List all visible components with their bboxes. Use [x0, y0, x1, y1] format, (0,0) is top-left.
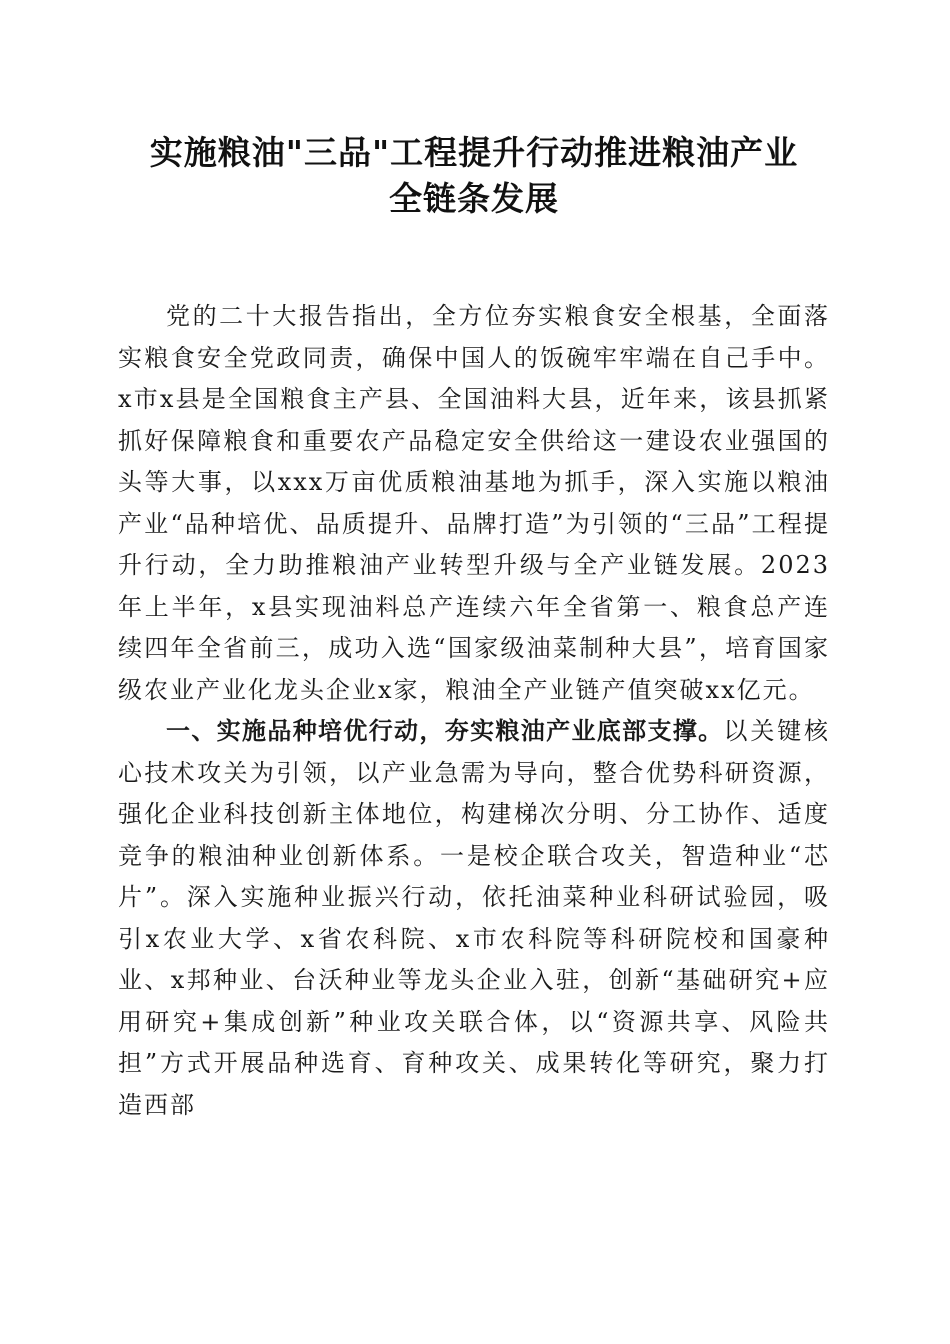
- section-1-text: 以关键核心技术攻关为引领，以产业急需为导向，整合优势科研资源，强化企业科技创新主体地位，构建梯次分明、分工协作、适度竞争的粮油种业创新体系。一是校企联合攻关，智造种业“芯片”。深入实施种业振兴行动，依托油菜种业科研试验园，吸引x农业大学、x省农科院、x市农科院等科研院校和国豪种业、x邦种业、台沃种业等龙头企业入驻，创新“基础研究+应用研究+集成创新”种业攻关联合体，以“资源共享、风险共担”方式开展品种选育、育种攻关、成果转化等研究，聚力打造西部: [118, 717, 831, 1119]
- paragraph-intro-text: 党的二十大报告指出，全方位夯实粮食安全根基，全面落实粮食安全党政同责，确保中国人的饭碗牢牢端在自己手中。x市x县是全国粮食主产县、全国油料大县，近年来，该县抓紧抓好保障粮食和重要农产品稳定安全供给这一建设农业强国的头等大事，以xxx万亩优质粮油基地为抓手，深入实施以粮油产业“品种培优、品质提升、品牌打造”为引领的“三品”工程提升行动，全力助推粮油产业转型升级与全产业链发展。2023年上半年，x县实现油料总产连续六年全省第一、粮食总产连续四年全省前三，成功入选“国家级油菜制种大县”，培育国家级农业产业化龙头企业x家，粮油全产业链产值突破xx亿元。: [118, 302, 830, 704]
- paragraph-intro: [118, 296, 830, 711]
- document-body: [118, 296, 830, 1126]
- document-title: [118, 130, 830, 222]
- title-line-1: 实施粮油"三品"工程提升行动推进粮油产业: [149, 133, 799, 172]
- title-line-2: 全链条发展: [389, 179, 559, 218]
- paragraph-section-1: [118, 711, 830, 1126]
- section-1-heading: 一、实施品种培优行动，夯实粮油产业底部支撑。: [166, 717, 724, 745]
- document-page: [118, 130, 830, 1126]
